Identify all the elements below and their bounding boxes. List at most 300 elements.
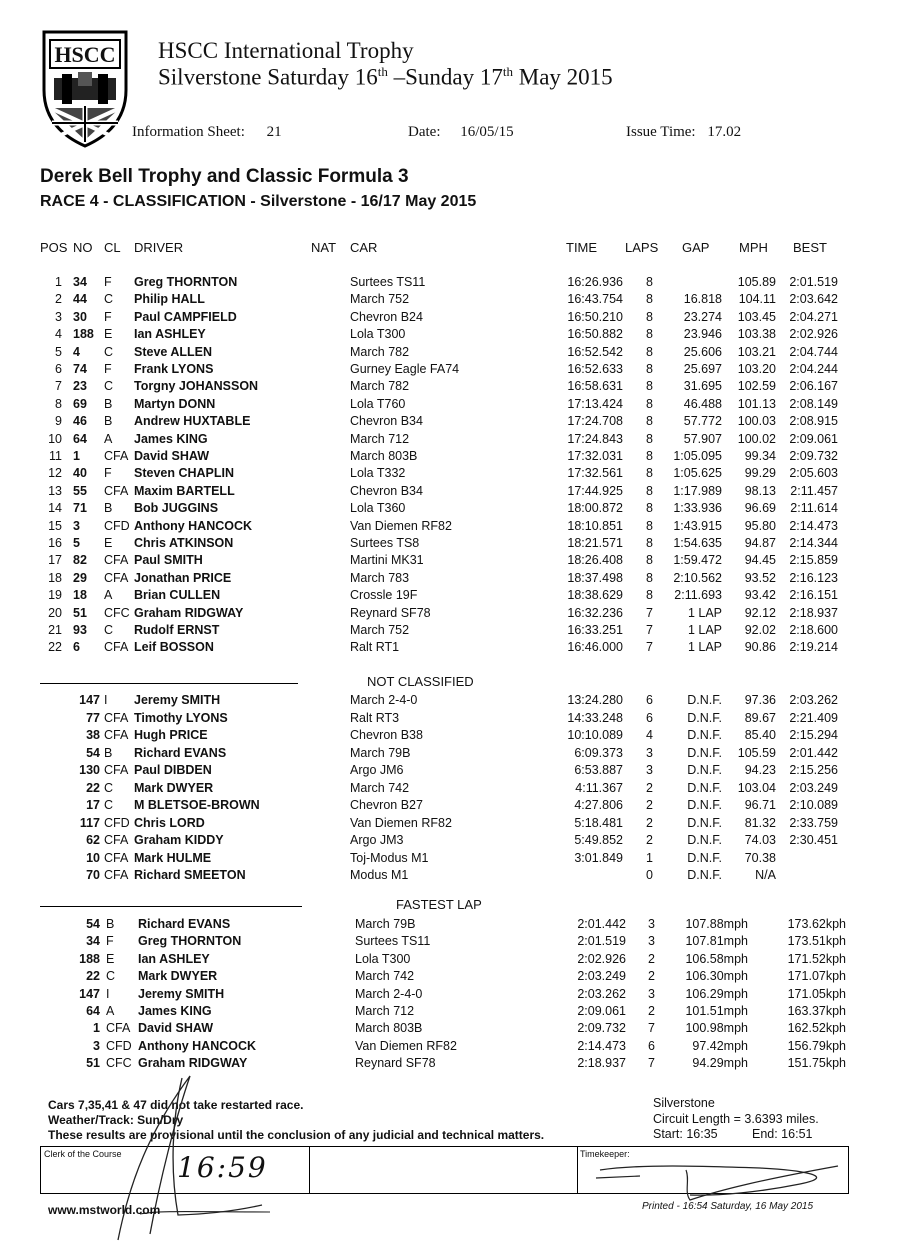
status-cell: D.N.F.: [687, 693, 722, 707]
pos-cell: 3: [55, 309, 62, 324]
table-row: [0, 933, 900, 950]
car-cell: Lola T300: [350, 327, 406, 342]
status-cell: D.N.F.: [687, 780, 722, 795]
car-number-cell: 34: [73, 275, 87, 289]
class-cell: I: [104, 693, 108, 707]
col-nat: NAT: [311, 240, 337, 255]
car-number-cell: 74: [73, 362, 87, 376]
table-row: [0, 710, 900, 727]
driver-cell: Frank LYONS: [134, 362, 214, 376]
car-number-cell: 34: [86, 934, 100, 949]
mph-cell: N/A: [755, 868, 776, 882]
status-cell: D.N.F.: [687, 798, 722, 812]
not-classified-title: NOT CLASSIFIED: [367, 674, 474, 689]
time-cell: 3:01.849: [574, 850, 623, 865]
driver-cell: Graham RIDGWAY: [138, 1056, 248, 1071]
pos-cell: 11: [49, 449, 62, 463]
table-row: [0, 483, 900, 500]
best-cell: 2:11.457: [790, 483, 838, 498]
ordinal-sup: th: [377, 64, 388, 79]
pos-cell: 15: [48, 518, 62, 533]
time-cell: 5:18.481: [574, 815, 623, 830]
car-cell: Lola T360: [350, 501, 406, 516]
speed-kph-cell: 156.79kph: [787, 1038, 846, 1053]
lap-time-cell: 2:18.937: [577, 1056, 626, 1071]
col-cl: CL: [104, 240, 121, 255]
class-cell: C: [104, 344, 114, 359]
driver-cell: Maxim BARTELL: [134, 483, 235, 498]
driver-cell: Andrew HUXTABLE: [134, 414, 251, 429]
car-cell: Chevron B34: [350, 483, 423, 498]
car-cell: Ralt RT1: [350, 640, 400, 655]
lap-number-cell: 7: [648, 1021, 655, 1036]
info-date-value: 16/05/15: [460, 124, 514, 140]
car-number-cell: 69: [73, 396, 87, 411]
best-cell: 2:06.167: [789, 379, 838, 394]
laps-cell: 2: [646, 833, 653, 847]
time-cell: 6:53.887: [574, 763, 623, 777]
car-number-cell: 23: [73, 379, 87, 394]
time-cell: 4:11.367: [575, 780, 623, 795]
timekeeper-label: Timekeeper:: [580, 1149, 630, 1159]
pos-cell: 20: [48, 605, 62, 620]
gap-cell: 1:05.625: [673, 466, 722, 481]
table-row: [0, 396, 900, 413]
time-cell: 18:00.872: [567, 501, 623, 516]
driver-cell: Paul CAMPFIELD: [134, 309, 237, 324]
driver-cell: Martyn DONN: [134, 396, 216, 411]
gap-cell: 1:33.936: [673, 501, 722, 516]
car-number-cell: 29: [73, 570, 87, 585]
event-dates-part: –Sunday 17: [387, 64, 503, 90]
driver-cell: M BLETSOE-BROWN: [134, 798, 260, 812]
driver-cell: Torgny JOHANSSON: [134, 379, 259, 394]
car-cell: March 742: [350, 780, 410, 795]
best-cell: 2:15.294: [789, 728, 838, 742]
gap-cell: 46.488: [683, 396, 722, 411]
car-number-cell: 17: [86, 798, 100, 812]
mph-cell: 81.32: [744, 815, 776, 830]
driver-cell: Graham RIDGWAY: [134, 605, 244, 620]
gap-cell: 1:05.095: [673, 449, 722, 463]
car-cell: Lola T760: [350, 396, 406, 411]
laps-cell: 8: [646, 292, 653, 307]
class-cell: E: [104, 536, 113, 550]
laps-cell: 7: [646, 605, 653, 620]
best-cell: 2:04.244: [789, 362, 838, 376]
car-cell: March 79B: [355, 917, 416, 931]
mph-cell: 103.45: [737, 309, 776, 324]
mph-cell: 93.52: [744, 570, 776, 585]
driver-cell: Richard EVANS: [138, 917, 231, 931]
car-number-cell: 54: [86, 917, 100, 931]
time-cell: 18:26.408: [567, 553, 623, 568]
time-cell: 16:52.633: [567, 362, 623, 376]
speed-kph-cell: 162.52kph: [787, 1021, 846, 1036]
mph-cell: 94.87: [744, 536, 776, 550]
note-weather: Weather/Track: Sun/Dry: [48, 1113, 184, 1127]
gap-cell: 57.907: [683, 431, 722, 446]
class-cell: B: [104, 414, 113, 429]
speed-mph-cell: 97.42mph: [692, 1038, 748, 1053]
gap-cell: 1 LAP: [687, 605, 722, 620]
best-cell: 2:11.614: [790, 501, 838, 516]
mph-cell: 97.36: [744, 693, 776, 707]
car-cell: Modus M1: [350, 868, 409, 882]
pos-cell: 17: [48, 553, 62, 568]
gap-cell: 2:11.693: [674, 588, 722, 603]
car-cell: Surtees TS8: [350, 536, 420, 550]
table-row: [0, 309, 900, 326]
car-cell: Gurney Eagle FA74: [350, 362, 460, 376]
col-time: TIME: [566, 240, 598, 255]
gap-cell: 25.697: [683, 362, 722, 376]
laps-cell: 8: [646, 536, 653, 550]
class-cell: C: [104, 780, 114, 795]
laps-cell: 8: [646, 449, 653, 463]
laps-cell: 2: [646, 780, 653, 795]
time-cell: 16:43.754: [567, 292, 623, 307]
car-number-cell: 22: [86, 780, 100, 795]
table-row: [0, 378, 900, 395]
info-issue-time: [626, 124, 741, 141]
car-cell: March 782: [350, 344, 410, 359]
table-row: [0, 570, 900, 587]
car-number-cell: 10: [86, 850, 100, 865]
mph-cell: 89.67: [744, 710, 776, 725]
car-cell: Surtees TS11: [350, 275, 426, 289]
car-number-cell: 130: [79, 763, 100, 777]
class-cell: B: [104, 396, 113, 411]
driver-cell: Steve ALLEN: [134, 344, 213, 359]
car-cell: Van Diemen RF82: [350, 518, 452, 533]
speed-mph-cell: 106.30mph: [685, 969, 748, 984]
class-cell: F: [104, 275, 112, 289]
class-cell: CFA: [104, 710, 129, 725]
car-cell: Reynard SF78: [355, 1056, 436, 1071]
time-cell: 17:32.031: [567, 449, 623, 463]
mph-cell: 100.02: [737, 431, 776, 446]
laps-cell: 8: [646, 588, 653, 603]
gap-cell: 1 LAP: [687, 640, 722, 655]
time-cell: 13:24.280: [567, 693, 623, 707]
info-issue-value: 17.02: [707, 124, 742, 140]
lap-number-cell: 3: [648, 917, 655, 931]
mph-cell: 92.02: [744, 623, 776, 637]
laps-cell: 8: [646, 379, 653, 394]
driver-cell: Jeremy SMITH: [134, 693, 221, 707]
car-cell: Chevron B38: [350, 728, 423, 742]
col-pos: POS: [40, 240, 68, 255]
col-car: CAR: [350, 240, 378, 255]
printed-timestamp: Printed - 16:54 Saturday, 16 May 2015: [642, 1201, 814, 1212]
lap-number-cell: 2: [648, 1004, 655, 1018]
circuit-length: Circuit Length = 3.6393 miles.: [653, 1112, 819, 1126]
car-number-cell: 4: [73, 344, 80, 359]
class-cell: B: [104, 501, 113, 516]
lap-number-cell: 7: [648, 1056, 655, 1071]
table-row: [0, 413, 900, 430]
time-cell: 16:26.936: [567, 275, 623, 289]
table-row: [0, 291, 900, 308]
table-row: [0, 1020, 900, 1037]
laps-cell: 8: [646, 466, 653, 481]
table-row: [0, 951, 900, 968]
gap-cell: 16.818: [683, 292, 722, 307]
driver-cell: Mark HULME: [134, 850, 212, 865]
gap-cell: 31.695: [683, 379, 722, 394]
time-cell: 16:46.000: [567, 640, 623, 655]
table-row: [0, 274, 900, 291]
car-number-cell: 71: [73, 501, 87, 516]
website-link[interactable]: www.mstworld.com: [48, 1203, 161, 1217]
pos-cell: 14: [48, 501, 62, 516]
car-number-cell: 62: [86, 833, 100, 847]
driver-cell: Leif BOSSON: [134, 640, 214, 655]
driver-cell: David SHAW: [134, 449, 210, 463]
car-cell: Chevron B27: [350, 798, 423, 812]
best-cell: 2:18.937: [789, 605, 838, 620]
table-row: [0, 727, 900, 744]
event-dates-part: Silverstone Saturday 16: [158, 64, 378, 90]
car-number-cell: 70: [86, 868, 100, 882]
mph-cell: 95.80: [744, 518, 776, 533]
speed-mph-cell: 107.81mph: [685, 934, 748, 949]
table-row: [0, 1003, 900, 1020]
driver-cell: Rudolf ERNST: [134, 623, 220, 637]
time-cell: 17:24.843: [567, 431, 623, 446]
mph-cell: 96.71: [744, 798, 776, 812]
time-cell: 18:37.498: [567, 570, 623, 585]
time-cell: 17:13.424: [567, 396, 623, 411]
car-number-cell: 147: [79, 986, 100, 1001]
mph-cell: 105.89: [737, 275, 776, 289]
best-cell: 2:33.759: [789, 815, 838, 830]
mph-cell: 94.45: [744, 553, 776, 568]
box-divider: [577, 1147, 578, 1193]
laps-cell: 8: [646, 501, 653, 516]
car-number-cell: 51: [86, 1056, 100, 1071]
race-end: End: 16:51: [752, 1127, 813, 1141]
status-cell: D.N.F.: [687, 745, 722, 760]
car-cell: Van Diemen RF82: [350, 815, 452, 830]
speed-kph-cell: 163.37kph: [787, 1004, 846, 1018]
driver-cell: Hugh PRICE: [134, 728, 208, 742]
col-gap: GAP: [682, 240, 710, 255]
best-cell: 2:19.214: [789, 640, 838, 655]
car-cell: Martini MK31: [350, 553, 424, 568]
class-cell: A: [106, 1004, 115, 1018]
table-row: [0, 448, 900, 465]
best-cell: 2:15.859: [789, 553, 838, 568]
speed-kph-cell: 173.62kph: [787, 917, 846, 931]
best-cell: 2:01.519: [789, 275, 838, 289]
box-divider: [309, 1147, 310, 1193]
pos-cell: 16: [48, 536, 62, 550]
mph-cell: 92.12: [744, 605, 776, 620]
info-issue-label: Issue Time:: [626, 124, 696, 140]
lap-time-cell: 2:03.262: [577, 986, 626, 1001]
class-cell: A: [104, 431, 113, 446]
pos-cell: 6: [55, 362, 62, 376]
car-cell: Lola T332: [350, 466, 406, 481]
pos-cell: 10: [48, 431, 62, 446]
laps-cell: 2: [646, 798, 653, 812]
best-cell: 2:14.473: [789, 518, 838, 533]
time-cell: 17:24.708: [567, 414, 623, 429]
table-row: [0, 815, 900, 832]
best-cell: 2:04.744: [789, 344, 838, 359]
class-cell: CFA: [104, 483, 129, 498]
best-cell: 2:09.061: [789, 431, 838, 446]
table-row: [0, 465, 900, 482]
best-cell: 2:08.149: [789, 396, 838, 411]
pos-cell: 2: [55, 292, 62, 307]
speed-mph-cell: 94.29mph: [692, 1056, 748, 1071]
laps-cell: 8: [646, 431, 653, 446]
mph-cell: 98.13: [744, 483, 776, 498]
class-cell: CFA: [104, 640, 129, 655]
event-dates-part: May 2015: [513, 64, 613, 90]
table-row: [0, 639, 900, 656]
mph-cell: 90.86: [744, 640, 776, 655]
info-date: [408, 124, 514, 141]
class-cell: C: [104, 798, 114, 812]
class-cell: I: [106, 986, 110, 1001]
car-number-cell: 18: [73, 588, 87, 603]
time-cell: 18:10.851: [567, 518, 623, 533]
driver-cell: Ian ASHLEY: [134, 327, 206, 342]
section-divider: [40, 683, 298, 684]
car-cell: Ralt RT3: [350, 710, 400, 725]
table-row: [0, 850, 900, 867]
lap-number-cell: 2: [648, 969, 655, 984]
race-subtitle: RACE 4 - CLASSIFICATION - Silverstone - 16/17 May 2015: [40, 193, 477, 210]
mph-cell: 104.11: [738, 292, 776, 307]
note-provisional: These results are provisional until the conclusion of any judicial and technical matters.: [48, 1128, 545, 1142]
mph-cell: 94.23: [744, 763, 776, 777]
class-cell: CFA: [104, 850, 129, 865]
car-cell: March 803B: [355, 1021, 423, 1036]
pos-cell: 22: [48, 640, 62, 655]
pos-cell: 9: [55, 414, 62, 429]
mph-cell: 102.59: [737, 379, 776, 394]
status-cell: D.N.F.: [687, 763, 722, 777]
status-cell: D.N.F.: [687, 815, 722, 830]
status-cell: D.N.F.: [687, 710, 722, 725]
fastest-lap-title: FASTEST LAP: [396, 897, 482, 912]
laps-cell: 8: [646, 414, 653, 429]
laps-cell: 8: [646, 327, 653, 342]
pos-cell: 19: [48, 588, 62, 603]
pos-cell: 21: [48, 623, 62, 637]
car-number-cell: 22: [86, 969, 100, 984]
time-cell: 18:21.571: [567, 536, 623, 550]
car-number-cell: 3: [73, 518, 80, 533]
laps-cell: 1: [646, 850, 653, 865]
pos-cell: 5: [55, 344, 62, 359]
driver-cell: Mark DWYER: [138, 969, 218, 984]
speed-mph-cell: 106.29mph: [685, 986, 748, 1001]
gap-cell: 1 LAP: [687, 623, 722, 637]
car-number-cell: 6: [73, 640, 80, 655]
table-row: [0, 622, 900, 639]
lap-time-cell: 2:01.442: [577, 917, 626, 931]
class-cell: CFA: [104, 728, 129, 742]
class-cell: E: [104, 327, 113, 342]
time-cell: 18:38.629: [567, 588, 623, 603]
car-cell: March 712: [350, 431, 410, 446]
car-cell: March 783: [350, 570, 410, 585]
mph-cell: 103.04: [737, 780, 776, 795]
col-best: BEST: [793, 240, 827, 255]
mph-cell: 103.38: [737, 327, 776, 342]
col-laps: LAPS: [625, 240, 659, 255]
car-cell: March 782: [350, 379, 410, 394]
table-row: [0, 552, 900, 569]
car-number-cell: 44: [73, 292, 87, 307]
driver-cell: Graham KIDDY: [134, 833, 224, 847]
driver-cell: James KING: [138, 1004, 212, 1018]
mph-cell: 74.03: [744, 833, 776, 847]
time-cell: 5:49.852: [574, 833, 623, 847]
driver-cell: Richard SMEETON: [134, 868, 246, 882]
laps-cell: 4: [646, 728, 653, 742]
info-sheet-value: 21: [266, 124, 282, 140]
car-cell: Argo JM6: [350, 763, 404, 777]
laps-cell: 3: [646, 745, 653, 760]
class-cell: B: [106, 917, 115, 931]
gap-cell: 23.946: [683, 327, 722, 342]
speed-kph-cell: 151.75kph: [787, 1056, 846, 1071]
class-cell: CFA: [104, 570, 129, 585]
laps-cell: 7: [646, 640, 653, 655]
speed-kph-cell: 171.05kph: [787, 986, 846, 1001]
time-cell: 16:58.631: [567, 379, 623, 394]
car-number-cell: 188: [73, 327, 94, 342]
class-cell: F: [104, 309, 112, 324]
class-cell: CFA: [104, 833, 129, 847]
best-cell: 2:18.600: [789, 623, 838, 637]
car-number-cell: 46: [73, 414, 87, 429]
car-number-cell: 64: [86, 1004, 100, 1018]
time-cell: 16:52.542: [567, 344, 623, 359]
driver-cell: Timothy LYONS: [134, 710, 228, 725]
event-title: HSCC International Trophy: [158, 38, 414, 63]
car-number-cell: 3: [93, 1038, 100, 1053]
best-cell: 2:21.409: [789, 710, 838, 725]
table-row: [0, 762, 900, 779]
speed-kph-cell: 173.51kph: [787, 934, 846, 949]
best-cell: 2:14.344: [789, 536, 838, 550]
lap-time-cell: 2:09.732: [577, 1021, 626, 1036]
table-row: [0, 361, 900, 378]
car-cell: Van Diemen RF82: [355, 1038, 457, 1053]
best-cell: 2:08.915: [789, 414, 838, 429]
car-number-cell: 1: [73, 449, 80, 463]
table-row: [0, 745, 900, 762]
car-number-cell: 40: [73, 466, 87, 481]
car-number-cell: 188: [79, 951, 100, 966]
lap-number-cell: 3: [648, 986, 655, 1001]
best-cell: 2:16.123: [789, 570, 838, 585]
mph-cell: 99.29: [744, 466, 776, 481]
table-row: [0, 431, 900, 448]
info-date-label: Date:: [408, 124, 441, 140]
driver-cell: Jeremy SMITH: [138, 986, 225, 1001]
clerk-handwritten-time: 16:59: [177, 1151, 268, 1184]
laps-cell: 2: [646, 815, 653, 830]
